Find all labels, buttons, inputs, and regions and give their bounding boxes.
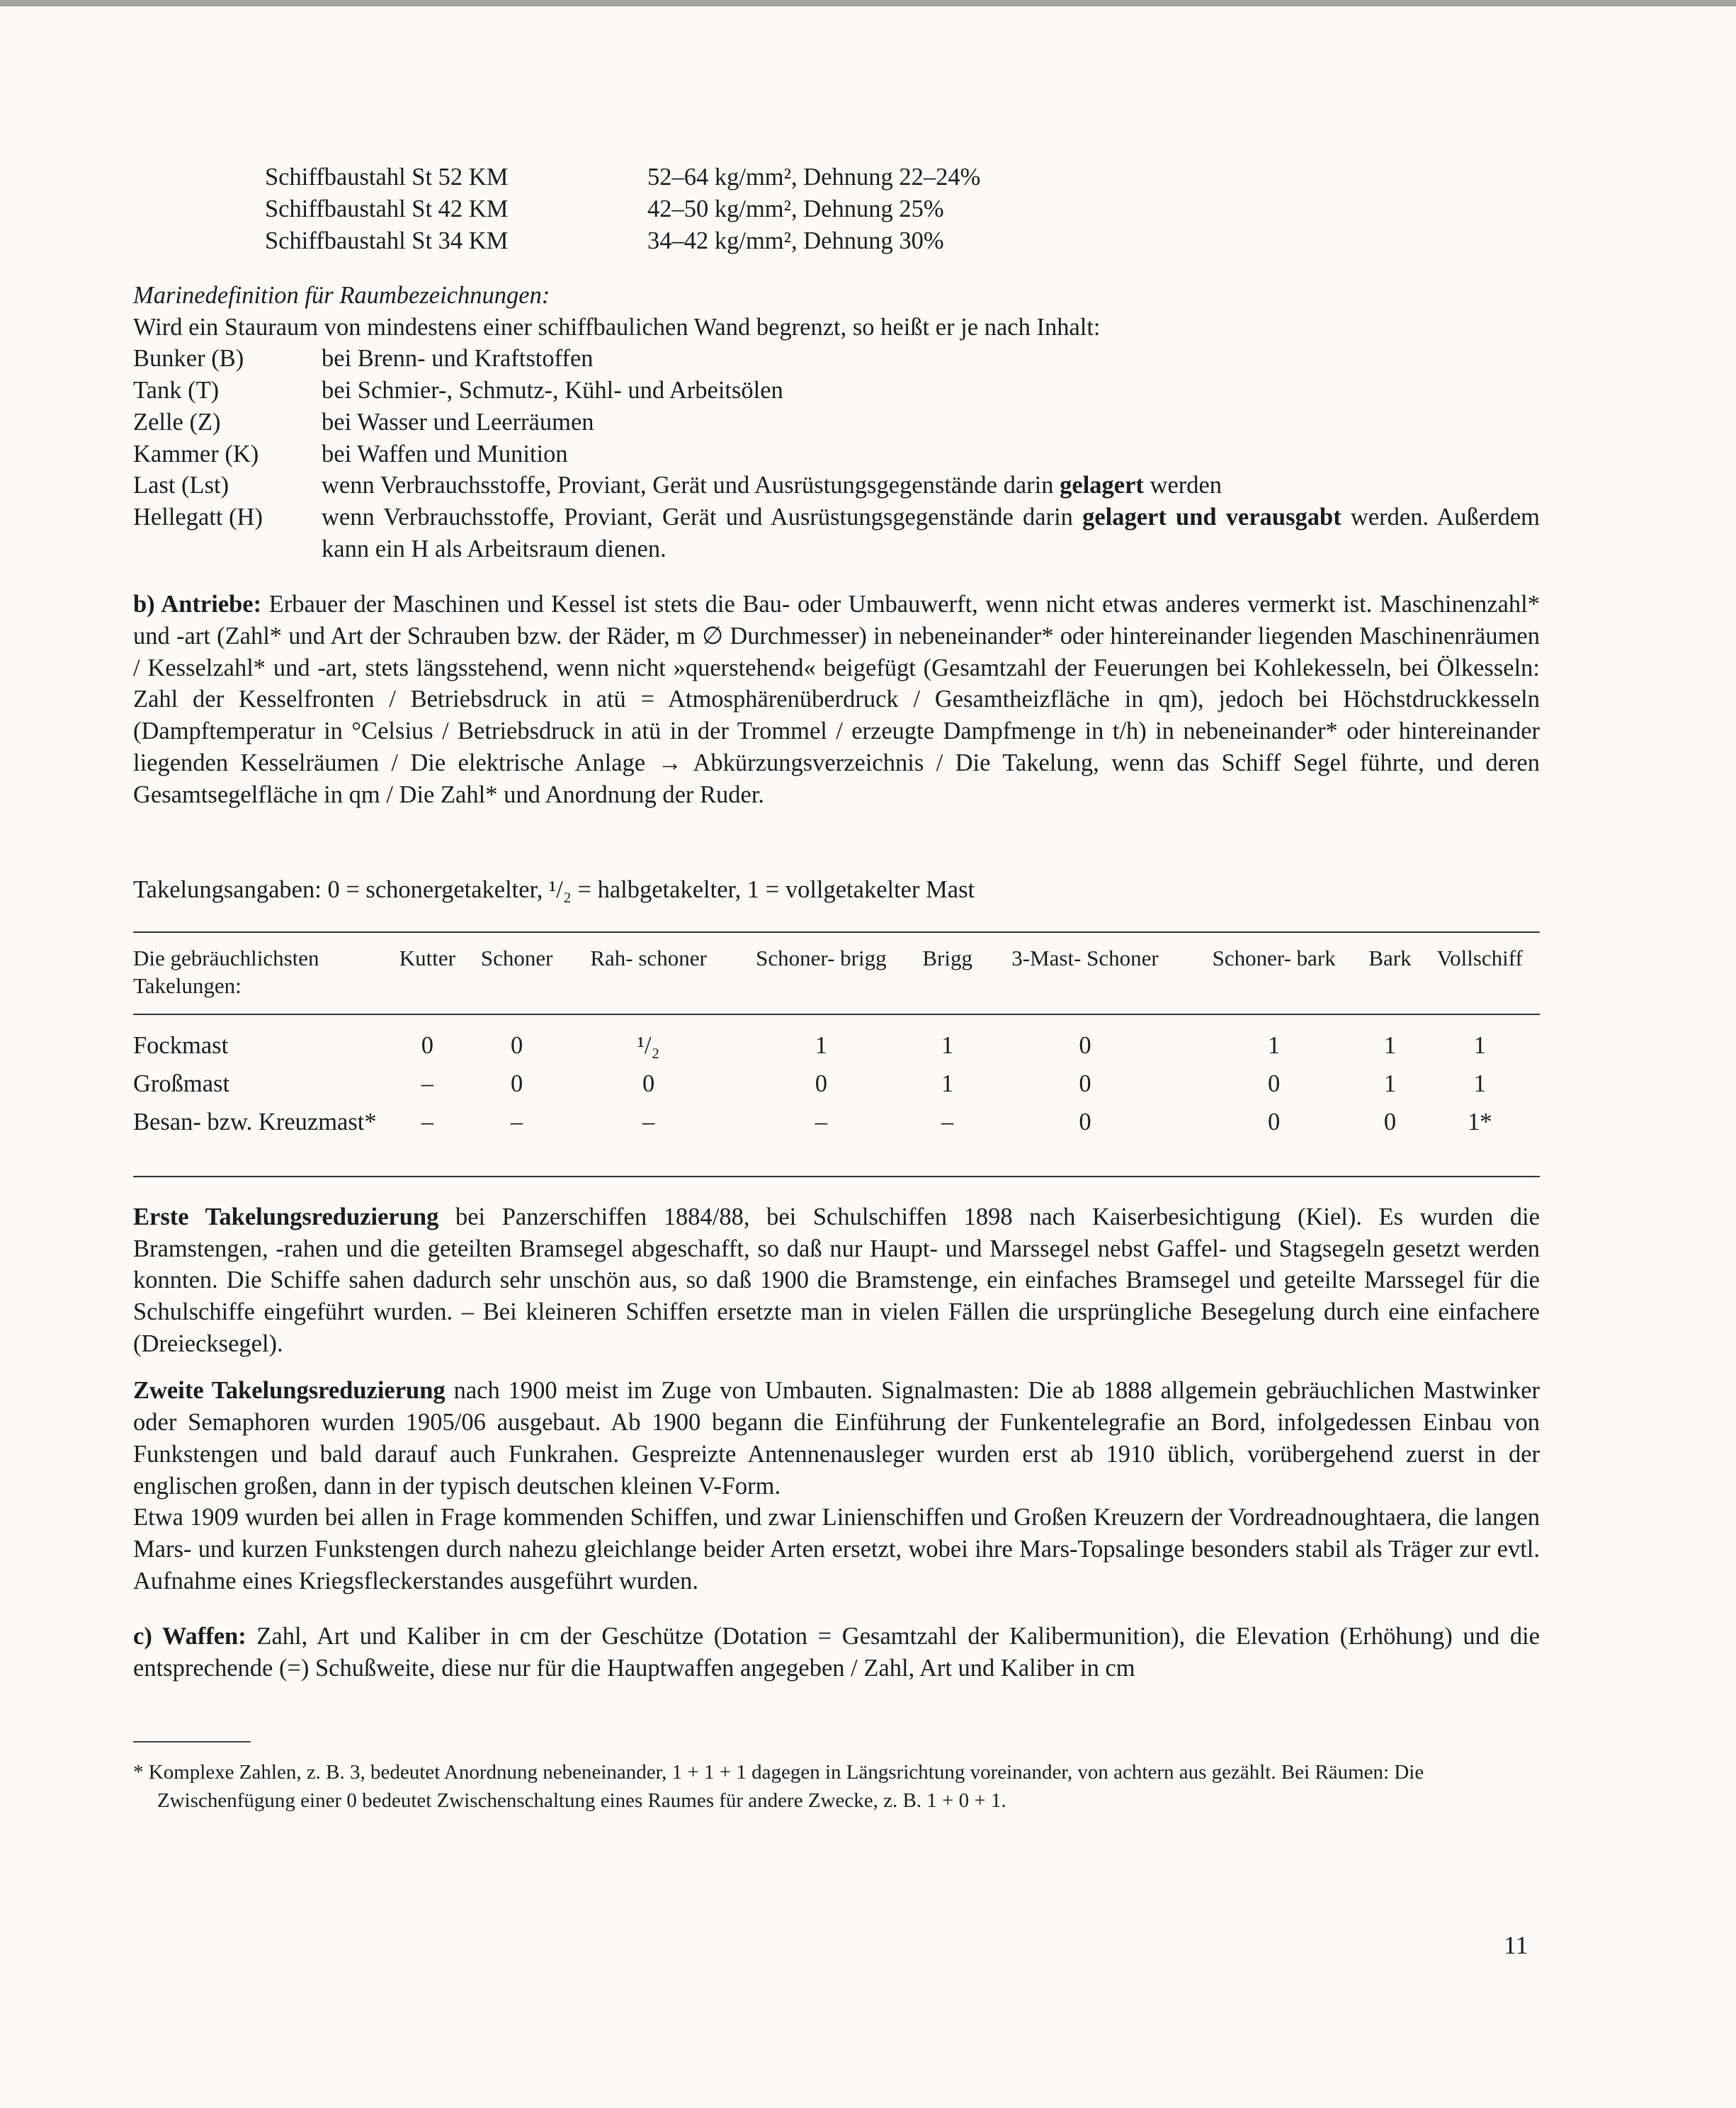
table-cell: 0 [1079, 1070, 1091, 1097]
table-cell: – [421, 1070, 433, 1097]
section-label: c) Waffen: [133, 1623, 246, 1650]
table-header: Schoner- bark [1188, 932, 1360, 1014]
paragraph-text: Zahl, Art und Kaliber in cm der Geschütze (Dotation = Gesamtzahl der Kalibermunition), die Elevation (Erhöhung) und die entsprechende (=) Schußweite, diese nur für die Hauptwaffen angegeben / Zahl, Art und Kaliber in cm [133, 1623, 1540, 1682]
zweite-continuation: Etwa 1909 wurden bei allen in Frage kommenden Schiffen, und zwar Linienschiffen und Großen Kreuzern der Vordreadnoughtaera, die langen Mars- und kurzen Funkstengen durch nahezu gleichlange beider Arten ersetzt, wobei ihre Mars-Topsalinge besonders stabil als Träger zur evtl. Aufnahme eines Kriegsfleckerstandes ausgeführt wurden. [133, 1504, 1540, 1594]
steel-spec: 52–64 kg/mm², Dehnung 22–24% [647, 164, 981, 191]
paragraph-text: nach 1900 meist im Zuge von Umbauten. Signalmasten: Die ab 1888 allgemein gebräuchlichen Mastwinker oder Semaphoren wurden 1905/06 ausgebaut. Ab 1900 begann die Einführung der Funkentelegrafie an Bord, infolgedessen Einbau von Funkstengen und bald darauf auch Funkrahen. Gespreizte Antennenausleger wurden erst ab 1910 üblich, vorübergehend zuerst in der englischen großen, dann in der typisch deutschen kleinen V-Form. [133, 1377, 1540, 1500]
scan-edge [0, 0, 1736, 6]
paragraph-lead: Erste Takelungsreduzierung [133, 1203, 439, 1230]
table-cell: – [815, 1108, 828, 1135]
table-cell: 0 [1268, 1070, 1281, 1097]
marine-definition-intro: Wird ein Stauraum von mindestens einer schiffbaulichen Wand begrenzt, so heißt er je nach Inhalt: [133, 313, 1101, 341]
definition-row [133, 502, 1540, 565]
paragraph-lead: Zweite Takelungsreduzierung [133, 1377, 446, 1405]
table-cell: 1 [1268, 1031, 1281, 1059]
steel-row [133, 193, 1540, 225]
definition-term: Zelle (Z) [133, 408, 221, 436]
section-label: b) Antriebe: [133, 591, 262, 618]
paragraph-text: bei Panzerschiffen 1884/88, bei Schulschiffen 1898 nach Kaiserbesichtigung (Kiel). Es wurden die Bramstengen, -rahen und die geteilten Bramsegel abgeschafft, so daß nur Haupt- und Marssegel nebst Gaffel- und Stagsegeln gesetzt werden konnten. Die Schiffe sahen dadurch sehr unschön aus, so daß 1900 die Bramstenge, ein einfaches Bramsegel und geteilte Marssegel für die Schulschiffe eingeführt wurden. – Bei kleineren Schiffen ersetzte man in vielen Fällen die ursprüngliche Besegelung durch eine einfachere (Dreiecksegel). [133, 1203, 1540, 1357]
table-cell: 1* [1468, 1108, 1492, 1135]
table-cell: – [941, 1108, 954, 1135]
takelung-table [133, 931, 1540, 1177]
steel-spec: 42–50 kg/mm², Dehnung 25% [647, 196, 944, 222]
table-header: Rah- schoner [567, 932, 730, 1014]
definition-text: werden [1143, 472, 1222, 499]
definition-row [133, 470, 1540, 502]
table-header-row [133, 932, 1540, 1014]
definition-desc: bei Wasser und Leerräumen [322, 408, 594, 436]
table-row [133, 1065, 1540, 1103]
table-cell: 1 [1383, 1031, 1397, 1059]
table-cell: 0 [1383, 1108, 1397, 1135]
table-header: Schoner- brigg [730, 932, 912, 1014]
waffen-paragraph [133, 1621, 1540, 1684]
definition-term: Tank (T) [133, 377, 220, 404]
table-cell: 1 [1473, 1031, 1486, 1059]
table-header: Vollschiff [1420, 932, 1540, 1014]
table-cell: 1 [815, 1031, 828, 1059]
page-body [133, 162, 1540, 1815]
table-header: Die gebräuchlichsten Takelungen: [133, 932, 388, 1014]
table-cell: 1 [941, 1031, 954, 1059]
table-header: Schoner [467, 932, 567, 1014]
steel-name: Schiffbaustahl St 42 KM [265, 196, 509, 222]
table-header: 3-Mast- Schoner [982, 932, 1188, 1014]
definition-desc [322, 502, 1540, 565]
footnote-rule [133, 1741, 251, 1742]
table-cell: 0 [1079, 1031, 1091, 1059]
table-cell: – [421, 1108, 433, 1135]
table-cell: 0 [421, 1031, 433, 1059]
table-header: Brigg [912, 932, 982, 1014]
definition-text: wenn Verbrauchsstoffe, Proviant, Gerät und Ausrüstungsgegenstände darin [322, 472, 1060, 499]
table-cell: 0 [511, 1031, 523, 1059]
table-cell: 0 [815, 1070, 828, 1097]
definition-term: Bunker (B) [133, 345, 244, 373]
definition-desc: bei Schmier-, Schmutz-, Kühl- und Arbeitsölen [322, 377, 783, 404]
definition-desc [322, 470, 1540, 502]
table-header: Bark [1360, 932, 1419, 1014]
definition-list [133, 343, 1540, 565]
definition-text: werden. Außerdem kann ein H als Arbeitsraum dienen. [322, 503, 1540, 562]
definition-desc: bei Brenn- und Kraftstoffen [322, 345, 594, 373]
steel-row [133, 225, 1540, 257]
table-cell: 0 [642, 1070, 655, 1097]
table-cell: – [642, 1108, 655, 1135]
erste-takelungsreduzierung [133, 1201, 1540, 1360]
definition-row [133, 343, 1540, 375]
definition-row [133, 407, 1540, 438]
paragraph-text: Erbauer der Maschinen und Kessel ist stets die Bau- oder Umbauwerft, wenn nicht etwas anderes vermerkt ist. Maschinenzahl* und -art (Zahl* und Art der Schrauben bzw. der Räder, m ∅ Durchmesser) in nebeneinander* oder hintereinander liegenden Maschinenräumen / Kesselzahl* und -art, stets längsstehend, wenn nicht »querstehend« beigefügt (Gesamtzahl der Feuerungen bei Kohlekesseln, bei Ölkesseln: Zahl der Kesselfronten / Betriebsdruck in atü = Atmosphärenüberdruck / Gesamtheizfläche in qm), jedoch bei Höchstdruckkesseln (Dampftemperatur in °Celsius / Betriebsdruck in atü in der Trommel / erzeugte Dampfmenge in t/h) in nebeneinander* oder hintereinander liegenden Kesselräumen / Die elektrische Anlage → Abkürzungsverzeichnis / Die Takelung, wenn das Schiff Segel führte, und deren Gesamtsegelfläche in qm / Die Zahl* und Anordnung der Ruder. [133, 591, 1540, 808]
table-cell: 1 [1473, 1070, 1486, 1097]
footnote: * Komplexe Zahlen, z. B. 3, bedeutet Anordnung nebeneinander, 1 + 1 + 1 dagegen in Längsrichtung voreinander, von achtern aus gezählt. Bei Räumen: Die Zwischenfügung einer 0 bedeutet Zwischenschaltung eines Raumes für andere Zwecke, z. B. 1 + 0 + 1. [133, 1760, 1424, 1812]
steel-grades [133, 162, 1540, 257]
definition-desc: bei Waffen und Munition [322, 440, 568, 468]
table-cell: 1 [941, 1070, 954, 1097]
marine-definition-heading: Marinedefinition für Raumbezeichnungen: [133, 282, 550, 309]
table-cell: – [511, 1108, 523, 1135]
definition-bold: gelagert und verausgabt [1082, 503, 1341, 531]
antriebe-paragraph [133, 589, 1540, 810]
definition-text: wenn Verbrauchsstoffe, Proviant, Gerät und Ausrüstungsgegenstände darin [322, 503, 1083, 531]
definition-row [133, 438, 1540, 470]
table-cell: 1 [1383, 1070, 1397, 1097]
definition-term: Kammer (K) [133, 440, 259, 468]
table-cell: 0 [1079, 1108, 1091, 1135]
definition-term: Last (Lst) [133, 472, 229, 499]
table-cell: 0 [1268, 1108, 1281, 1135]
steel-row [133, 162, 1540, 193]
table-cell: Großmast [133, 1070, 230, 1097]
table-cell: 0 [511, 1070, 523, 1097]
table-cell: Fockmast [133, 1031, 229, 1059]
table-header: Kutter [388, 932, 467, 1014]
table-cell: ¹/₂ [637, 1031, 660, 1059]
steel-name: Schiffbaustahl St 52 KM [265, 164, 509, 191]
definition-term: Hellegatt (H) [133, 503, 263, 531]
takelung-intro: Takelungsangaben: 0 = schonergetakelter, ¹/₂ = halbgetakelter, 1 = vollgetakelter Mast [133, 876, 975, 904]
definition-row [133, 375, 1540, 407]
table-cell: Besan- bzw. Kreuzmast* [133, 1108, 377, 1135]
zweite-takelungsreduzierung [133, 1375, 1540, 1502]
steel-spec: 34–42 kg/mm², Dehnung 30% [647, 227, 944, 254]
steel-name: Schiffbaustahl St 34 KM [265, 227, 509, 254]
definition-bold: gelagert [1060, 472, 1144, 499]
table-row [133, 1103, 1540, 1177]
page-number: 11 [1504, 1931, 1528, 1959]
table-row [133, 1014, 1540, 1065]
